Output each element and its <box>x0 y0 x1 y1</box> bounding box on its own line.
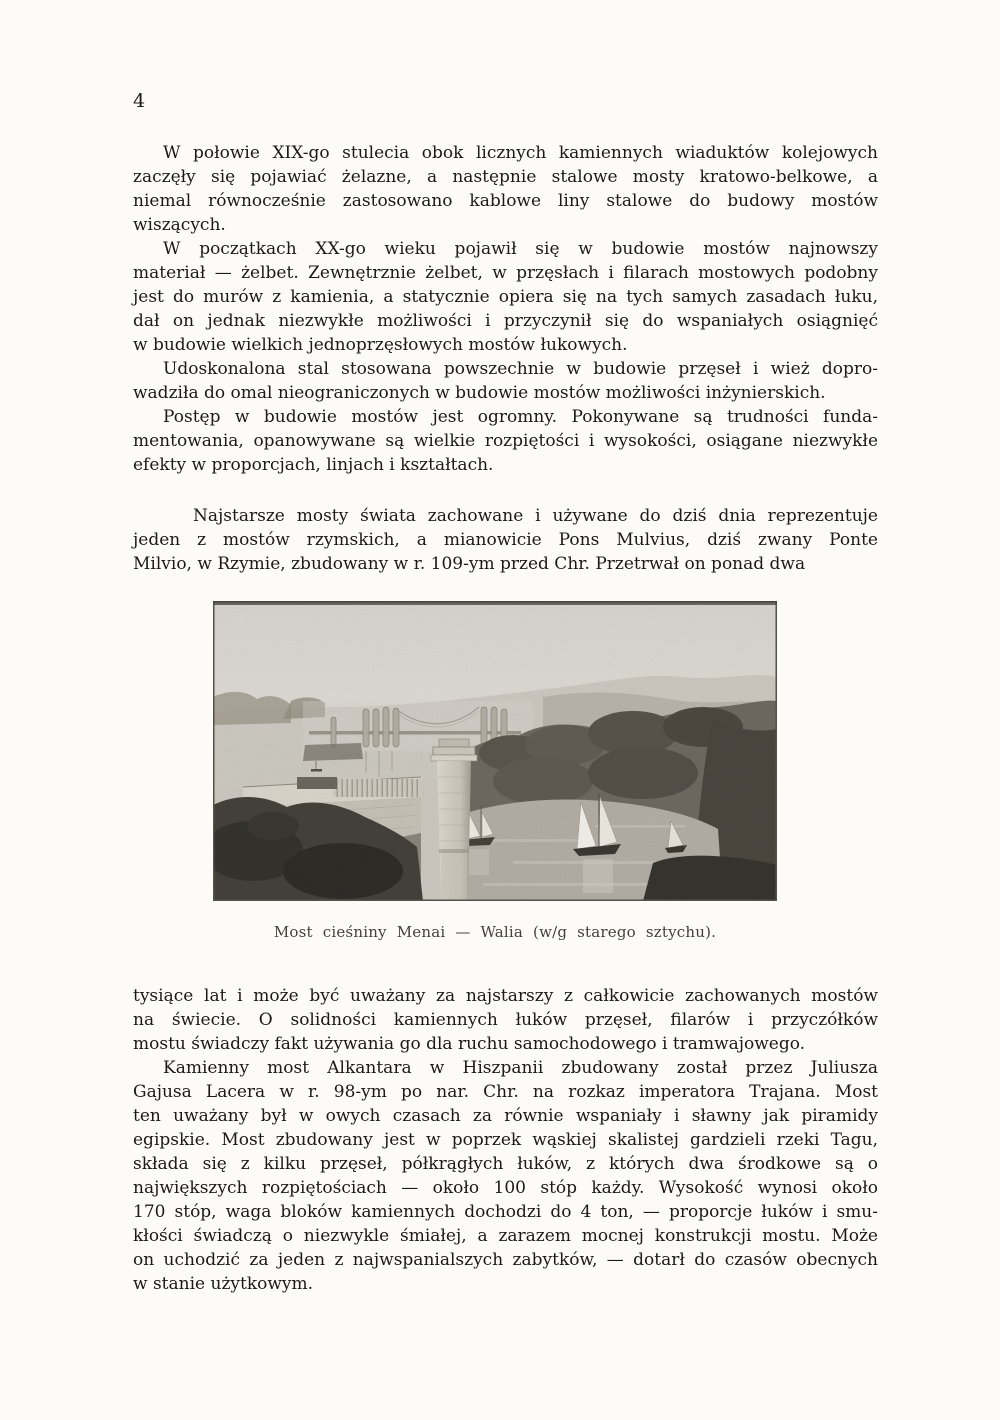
text-line: Kamienny most Alkantara w Hiszpanii zbudowany został przez Juliusza <box>163 1058 878 1078</box>
text-line: 170 stóp, waga bloków kamiennych dochodzi do 4 ton, — proporcje łuków i smu- <box>133 1202 878 1222</box>
paragraph <box>133 237 878 357</box>
paragraph <box>133 405 878 477</box>
text-line: mentowania, opanowywane są wielkie rozpiętości i wysokości, osiągane niezwykłe <box>133 431 878 451</box>
text-line: jest do murów z kamienia, a statycznie opiera się na tych samych zasadach łuku, <box>133 287 878 307</box>
text-line: dał on jednak niezwykłe możliwości i przyczynił się do wspaniałych osiągnięć <box>133 311 878 331</box>
body-text-top <box>133 141 878 576</box>
text-line: składa się z kilku przęseł, półkrągłych łuków, z których dwa środkowe są o <box>133 1154 878 1174</box>
text-line: w stanie użytkowym. <box>133 1274 314 1294</box>
text-line: Milvio, w Rzymie, zbudowany w r. 109-ym przed Chr. Przetrwał on ponad dwa <box>133 554 806 574</box>
text-line: zaczęły się pojawiać żelazne, a następnie stalowe mosty kratowo-belkowe, a <box>133 167 878 187</box>
text-line: w budowie wielkich jednoprzęsłowych mostów łukowych. <box>133 335 628 355</box>
grain-overlay <box>213 601 777 901</box>
text-line: kłości świadczą o niezwykle śmiałej, a zarazem mocnej konstrukcji mostu. Może <box>133 1226 878 1246</box>
figure-caption: Most cieśniny Menai — Walia (w/g starego sztychu). <box>273 923 717 941</box>
text-line: egipskie. Most zbudowany jest w poprzek wąskiej skalistej gardzieli rzeki Tagu, <box>133 1130 878 1150</box>
paragraph <box>133 357 878 405</box>
figure-image <box>213 601 777 901</box>
text-line: wiszących. <box>133 215 226 235</box>
figure <box>213 601 777 942</box>
text-line: Udoskonalona stal stosowana powszechnie w budowie przęseł i wież dopro- <box>163 359 878 379</box>
page-number: 4 <box>133 90 146 112</box>
text-line: największych rozpiętościach — około 100 stóp każdy. Wysokość wynosi około <box>133 1178 878 1198</box>
text-line: na świecie. O solidności kamiennych łuków przęseł, filarów i przyczółków <box>133 1010 878 1030</box>
menai-bridge-engraving <box>213 601 777 901</box>
text-line: efekty w proporcjach, linjach i kształtach. <box>133 455 494 475</box>
text-line: on uchodzić za jeden z najwspanialszych zabytków, — dotarł do czasów obecnych <box>133 1250 878 1270</box>
text-line: niemal równocześnie zastosowano kablowe liny stalowe do budowy mostów <box>133 191 878 211</box>
paragraph <box>133 1056 878 1296</box>
text-line: Najstarsze mosty świata zachowane i używane do dziś dnia reprezentuje <box>193 506 878 526</box>
text-line: Postęp w budowie mostów jest ogromny. Pokonywane są trudności funda- <box>163 407 878 427</box>
paragraph <box>133 141 878 237</box>
text-line: W początkach XX-go wieku pojawił się w budowie mostów najnowszy <box>163 239 878 259</box>
text-line: mostu świadczy fakt używania go dla ruchu samochodowego i tramwajowego. <box>133 1034 806 1054</box>
text-line: ten uważany był w owych czasach za równie wspaniały i sławny jak piramidy <box>133 1106 878 1126</box>
text-line: W połowie XIX-go stulecia obok licznych kamiennych wiaduktów kolejowych <box>163 143 878 163</box>
body-text-bottom <box>133 984 878 1296</box>
text-line: jeden z mostów rzymskich, a mianowicie Pons Mulvius, dziś zwany Ponte <box>133 530 878 550</box>
text-line: tysiące lat i może być uważany za najstarszy z całkowicie zachowanych mostów <box>133 986 878 1006</box>
text-line: materiał — żelbet. Zewnętrznie żelbet, w przęsłach i filarach mostowych podobny <box>133 263 878 283</box>
paragraph <box>133 504 878 576</box>
text-line: Gajusa Lacera w r. 98-ym po nar. Chr. na rozkaz imperatora Trajana. Most <box>133 1082 878 1102</box>
paragraph <box>133 984 878 1056</box>
text-line: wadziła do omal nieograniczonych w budowie mostów możliwości inżynierskich. <box>133 383 826 403</box>
